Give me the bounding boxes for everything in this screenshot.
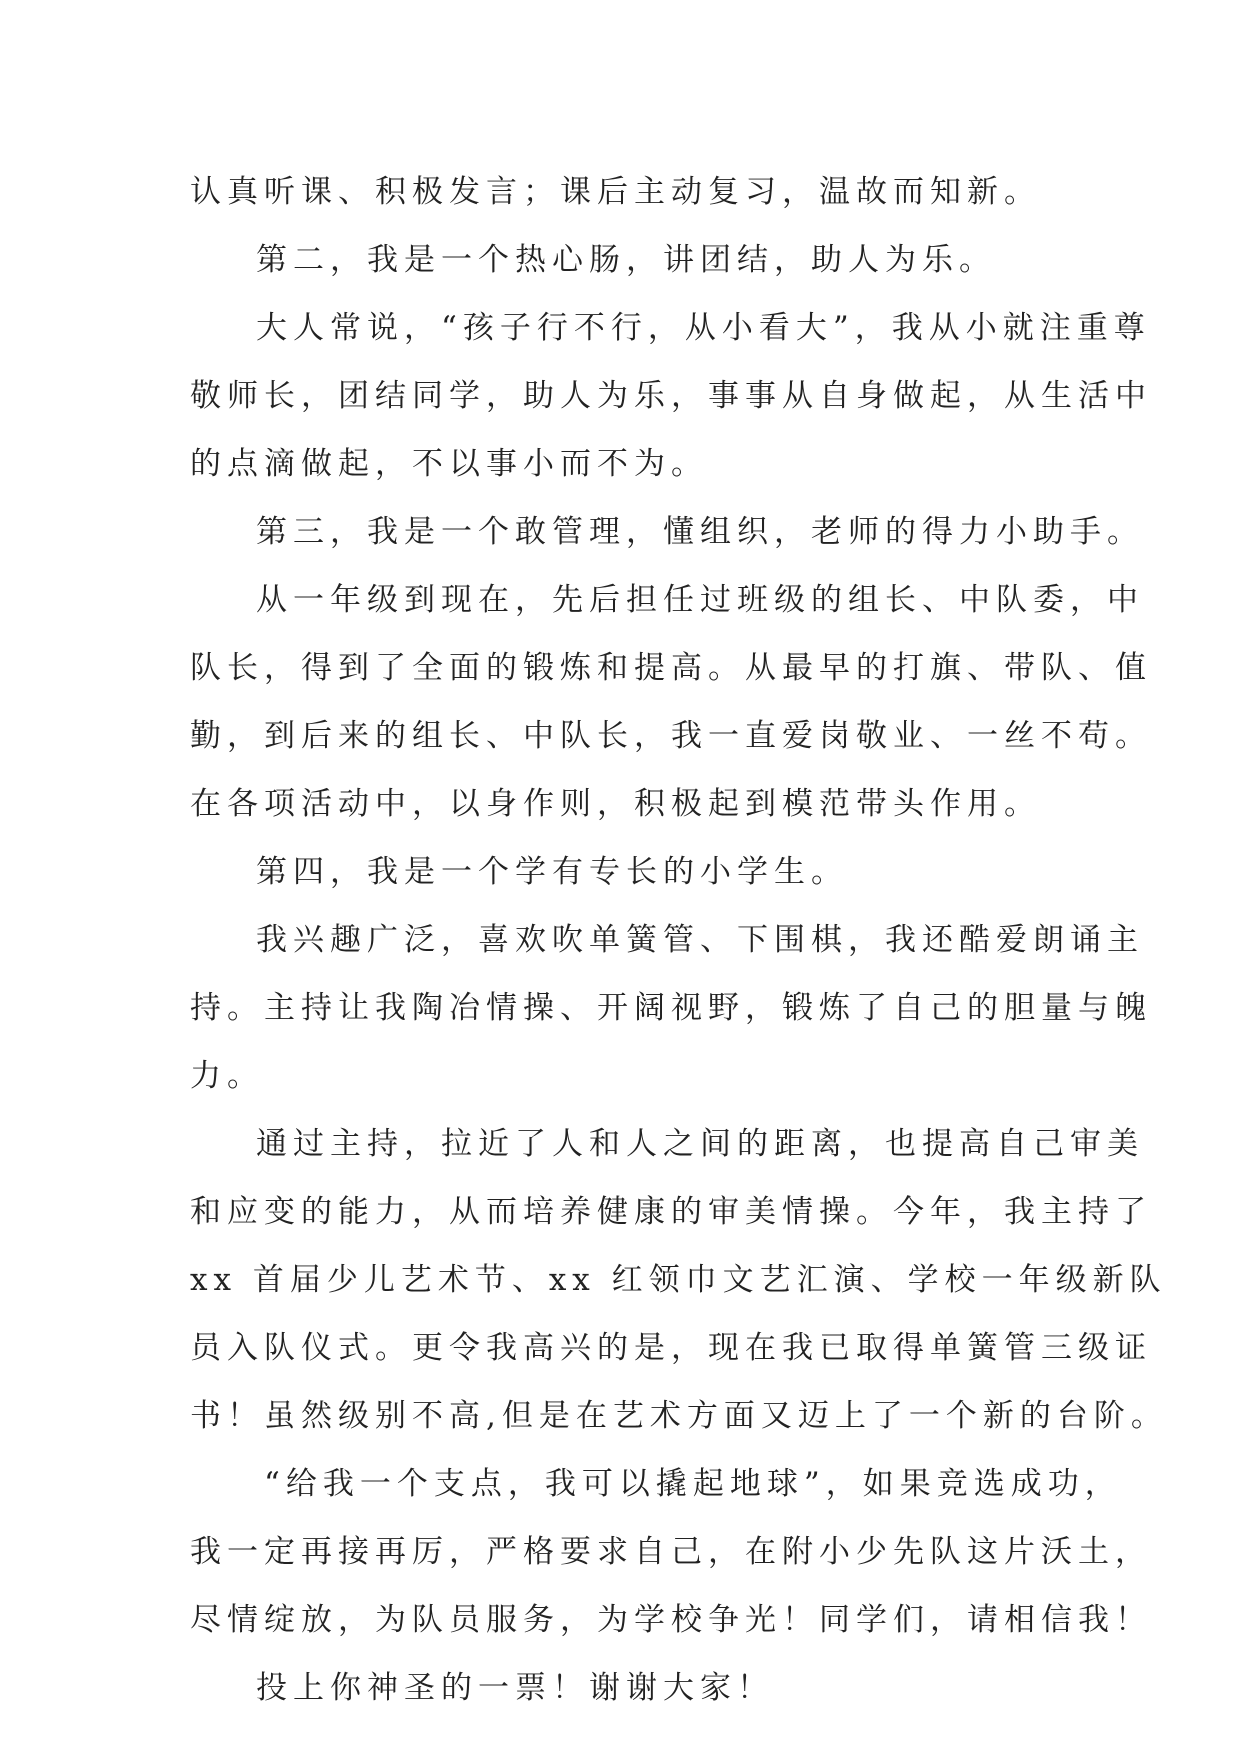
text-line: 第三，我是一个敢管理，懂组织，老师的得力小助手。 (256, 514, 1144, 550)
text-line: 我一定再接再厉，严格要求自己，在附小少先队这片沃土， (190, 1534, 1152, 1570)
text-line: “给我一个支点，我可以撬起地球”，如果竞选成功， (264, 1466, 1122, 1502)
text-line: xx 首届少儿艺术节、xx 红领巾文艺汇演、学校一年级新队 (190, 1262, 1167, 1298)
text-line: 和应变的能力，从而培养健康的审美情操。今年，我主持了 (190, 1194, 1152, 1230)
text-line: 敬师长，团结同学，助人为乐，事事从自身做起，从生活中 (190, 378, 1152, 414)
text-line: 大人常说，“孩子行不行，从小看大”，我从小就注重尊 (256, 310, 1151, 346)
text-line: 持。主持让我陶冶情操、开阔视野，锻炼了自己的胆量与魄 (190, 990, 1152, 1026)
text-line: 员入队仪式。更令我高兴的是，现在我已取得单簧管三级证 (190, 1330, 1152, 1366)
text-line: 力。 (190, 1058, 264, 1094)
text-line: 第二，我是一个热心肠，讲团结，助人为乐。 (256, 242, 996, 278)
text-line: 在各项活动中，以身作则，积极起到模范带头作用。 (190, 786, 1041, 822)
text-line: 书！虽然级别不高,但是在艺术方面又迈上了一个新的台阶。 (190, 1398, 1168, 1434)
text-line: 队长，得到了全面的锻炼和提高。从最早的打旗、带队、值 (190, 650, 1152, 686)
text-line: 认真听课、积极发言；课后主动复习，温故而知新。 (190, 174, 1041, 210)
text-line: 勤，到后来的组长、中队长，我一直爱岗敬业、一丝不苟。 (190, 718, 1152, 754)
text-line: 从一年级到现在，先后担任过班级的组长、中队委，中 (256, 582, 1144, 618)
text-line: 的点滴做起，不以事小而不为。 (190, 446, 708, 482)
text-line: 我兴趣广泛，喜欢吹单簧管、下围棋，我还酷爱朗诵主 (256, 922, 1144, 958)
text-line: 投上你神圣的一票！谢谢大家！ (256, 1670, 774, 1706)
document-body (190, 158, 1168, 1722)
text-line: 尽情绽放，为队员服务，为学校争光！同学们，请相信我！ (190, 1602, 1152, 1638)
text-line: 第四，我是一个学有专长的小学生。 (256, 854, 848, 890)
text-line: 通过主持，拉近了人和人之间的距离，也提高自己审美 (256, 1126, 1144, 1162)
